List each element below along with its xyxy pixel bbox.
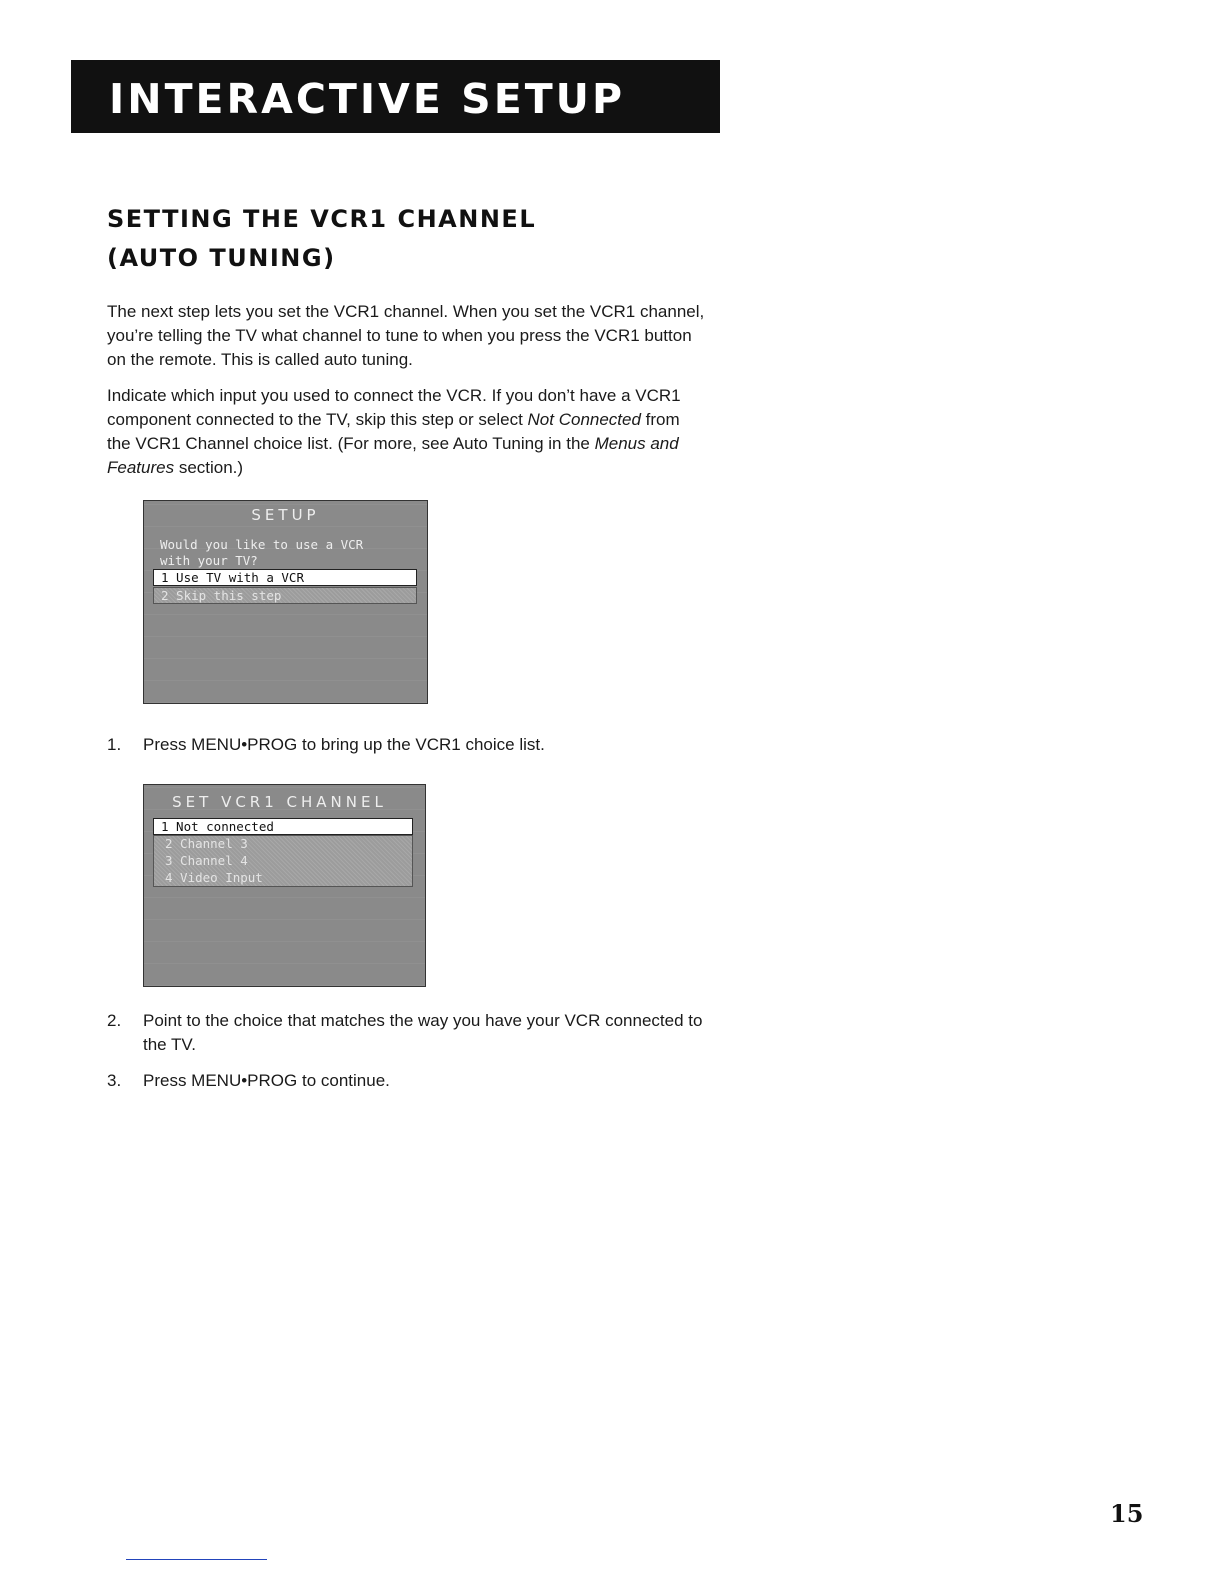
setup-option-skip-step[interactable]: 2 Skip this step (153, 587, 417, 604)
setup-question-line2: with your TV? (160, 553, 258, 568)
section-title-line1: SETTING THE VCR1 CHANNEL (107, 205, 537, 233)
setup-screen (143, 500, 428, 704)
setup-option-use-tv-with-vcr[interactable]: 1 Use TV with a VCR (153, 569, 417, 586)
section-title-line2: (AUTO TUNING) (107, 244, 336, 272)
step-1-number: 1. (107, 735, 122, 754)
page-header-title: INTERACTIVE SETUP (109, 74, 626, 123)
intro-paragraph-2 (107, 384, 707, 480)
vcr1-channel-screen (143, 784, 426, 987)
intro-p2-text-c: section.) (174, 458, 244, 477)
header-banner (71, 60, 720, 133)
vcr1-unselected-options (153, 835, 413, 887)
footer-rule (126, 1559, 267, 1560)
intro-p2-text-a: Indicate which input you used to connect the VCR. If you don’t have a VCR1 component connected to the TV, skip this step or select (107, 386, 681, 429)
intro-paragraph-1: The next step lets you set the VCR1 channel. When you set the VCR1 channel, you’re telling the TV what channel to tune to when you press the VCR1 button on the remote. This is called auto tuning. (107, 302, 705, 369)
intro-p2-not-connected: Not Connected (527, 410, 641, 429)
step-1-text: Press MENU•PROG to bring up the VCR1 choice list. (143, 735, 545, 754)
intro-p2-text-b: from the VCR1 Channel choice list. (For more, see Auto Tuning in the (107, 410, 680, 453)
vcr1-option-channel-4[interactable]: 3 Channel 4 (165, 853, 248, 868)
step-2-number: 2. (107, 1011, 122, 1030)
intro-p2-menus-features: Menus and Features (107, 434, 679, 477)
step-2 (107, 1009, 707, 1057)
step-3-text: Press MENU•PROG to continue. (143, 1071, 390, 1090)
vcr1-option-not-connected[interactable]: 1 Not connected (153, 818, 413, 835)
page-number: 15 (1110, 1499, 1144, 1528)
setup-question-line1: Would you like to use a VCR (160, 537, 364, 552)
step-3-number: 3. (107, 1071, 122, 1090)
setup-screen-title: SETUP (251, 506, 320, 524)
vcr1-channel-screen-title: SET VCR1 CHANNEL (172, 793, 387, 811)
section-title (107, 200, 707, 278)
step-2-text: Point to the choice that matches the way you have your VCR connected to the TV. (143, 1011, 703, 1054)
vcr1-option-channel-3[interactable]: 2 Channel 3 (165, 836, 248, 851)
vcr1-option-video-input[interactable]: 4 Video Input (165, 870, 263, 885)
